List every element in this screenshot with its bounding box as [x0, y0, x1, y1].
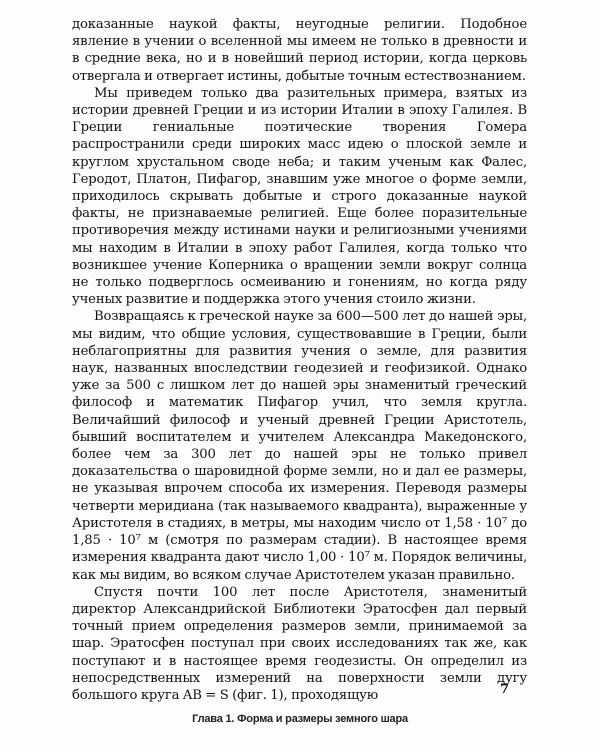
paragraph-2: Мы приведем только два разительных примера, взятых из истории древней Греции и из истории Италии в эпоху Галилея. В Греции гениальные поэтические творения Гомера распространили среди широких масс идею о плоской земле и круглом хрустальном своде неба; и таким ученым как Фалес, Геродот, Платон, Пифагор, знавшим уже многое о форме земли, приходилось скрывать добытые и строго доказанные наукой факты, не признаваемые религией. Еще более поразительные противоречия между истинами науки и религиозными учениями мы находим в Италии в эпоху работ Галилея, когда только что возникшее учение Коперника о вращении земли вокруг солнца не только подверглось осмеиванию и гонениям, но когда ряду ученых развитие и поддержка этого учения стоило жизни. — [72, 85, 527, 308]
paragraph-1: доказанные наукой факты, неугодные религии. Подобное явление в учении о вселенной мы имеем не только в древности и в средние века, но и в новейший период истории, когда церковь отвергала и отвергает истины, добытые точным естествознанием. — [72, 17, 527, 84]
body-text — [72, 16, 527, 704]
page-number: 7 — [500, 682, 510, 697]
paragraph-3: Возвращаясь к греческой науке за 600—500 лет до нашей эры, мы видим, что общие условия, существовавшие в Греции, были неблагоприятны для развития учения о земле, для развития наук, названных впоследствии геодезией и геофизикой. Однако уже за 500 с лишком лет до нашей эры знаменитый греческий философ и математик Пифагор учил, что земля кругла. Величайший философ и ученый древней Греции Аристотель, бывший воспитателем и учителем Александра Македонского, более чем за 300 лет до нашей эры не только привел доказательства о шаровидной форме земли, но и дал ее размеры, не указывая впрочем способа их измерения. Переводя размеры четверти меридиана (так называемого квадранта), выраженные у Аристотеля в стадиях, в метры, мы находим число от 1,58 · 10⁷ до 1,85 · 10⁷ м (смотря по размерам стадии). В настоящее время измерения квадранта дают число 1,00 · 10⁷ м. Порядок величины, как мы видим, во всяком случае Аристотелем указан правильно. — [72, 309, 527, 583]
chapter-footer: Глава 1. Форма и размеры земного шара — [192, 713, 408, 725]
paragraph-4: Спустя почти 100 лет после Аристотеля, знаменитый директор Александрийской Библиотеки Эратосфен дал первый точный прием определения размеров земли, принимаемой за шар. Эратосфен поступал при своих исследованиях так же, как поступают и в настоящее время геодезисты. Он определил из непосредственных измерений на поверхности земли дугу большого круга AB = S (фиг. 1), проходящую — [72, 584, 527, 703]
